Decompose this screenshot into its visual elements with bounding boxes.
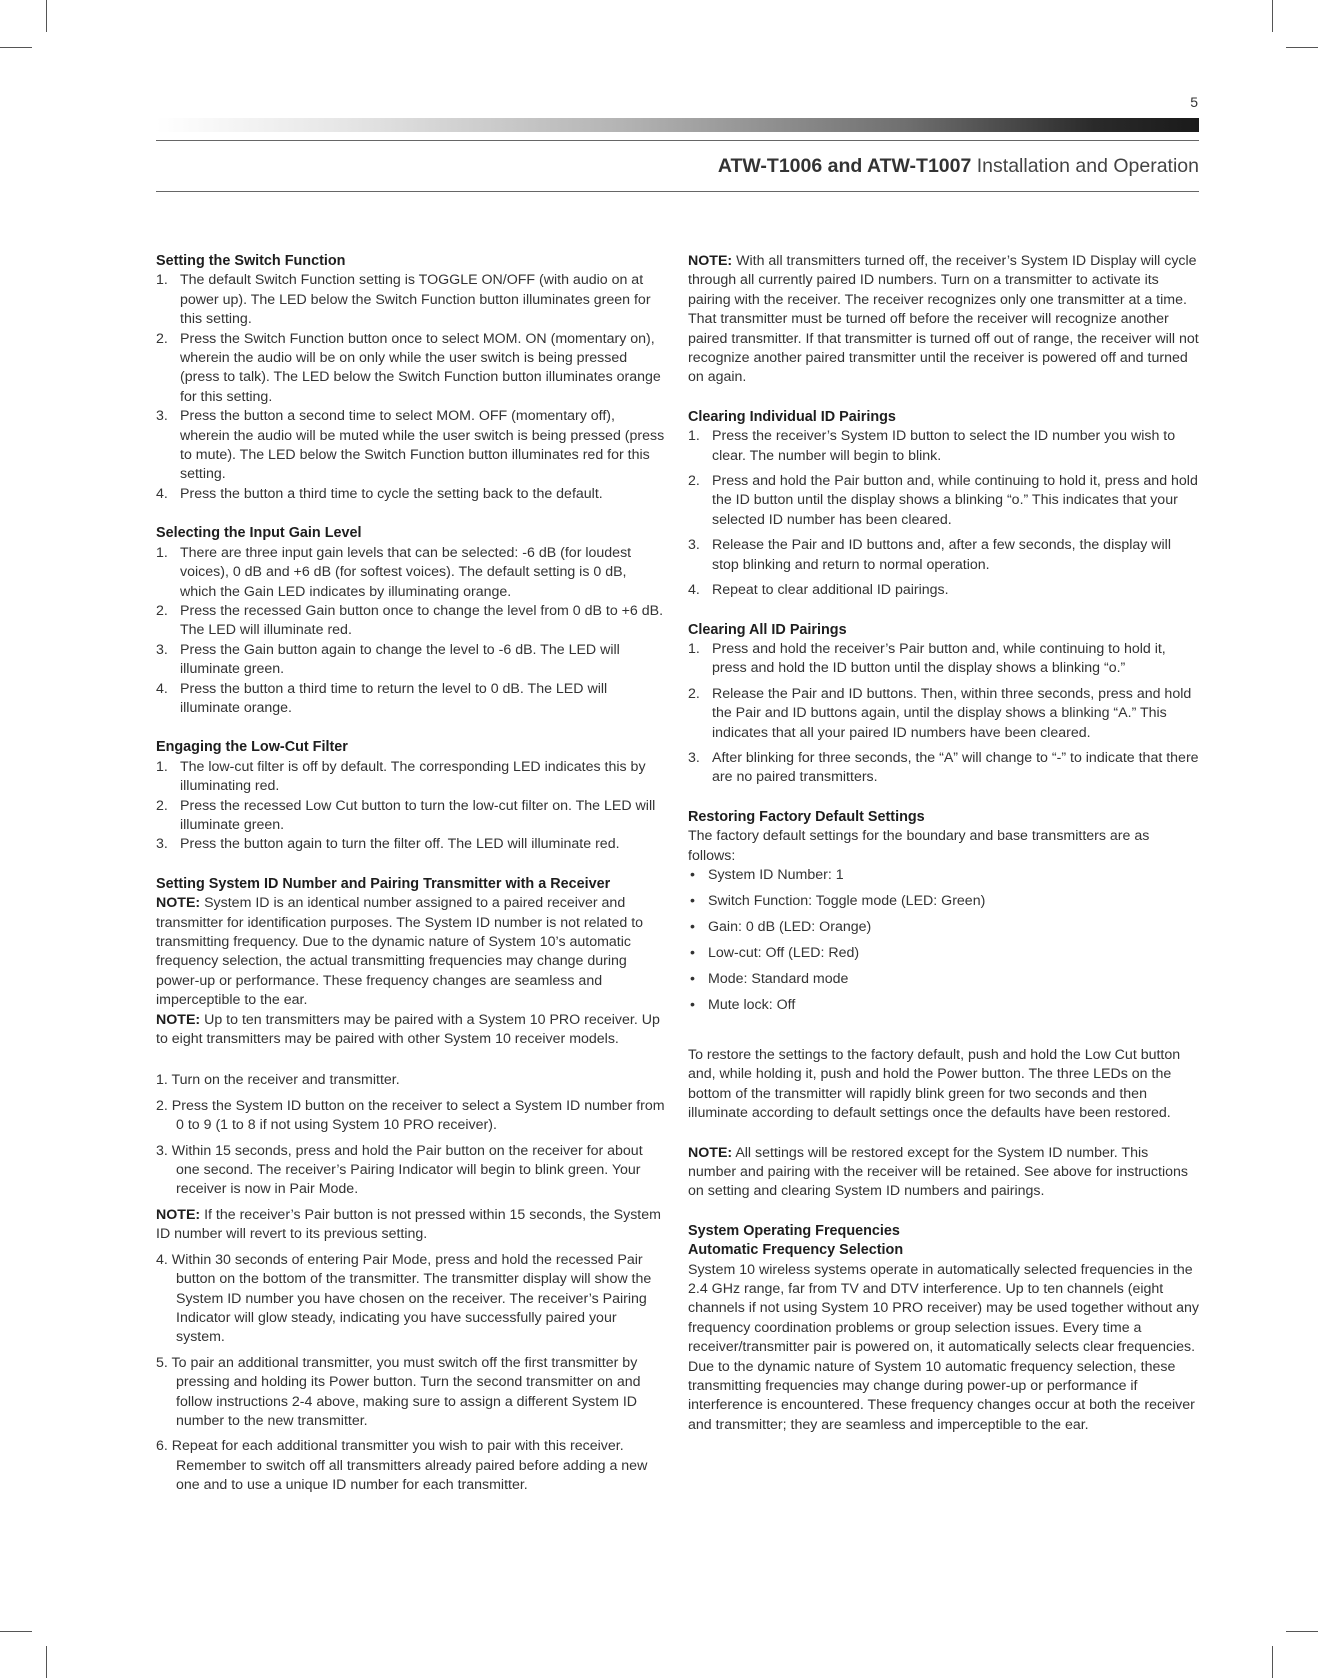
step-number: 4. xyxy=(156,680,168,697)
bullet: • xyxy=(690,892,695,909)
list-item xyxy=(688,749,1200,788)
left-column xyxy=(156,252,666,1502)
input-gain-steps xyxy=(156,544,666,719)
list-item xyxy=(156,797,666,836)
step-number: 2. xyxy=(156,602,168,619)
list-item xyxy=(688,970,1200,989)
note-paragraph xyxy=(688,1144,1200,1202)
step-number: 1. xyxy=(156,544,168,561)
note-paragraph xyxy=(688,252,1200,388)
bullet-text: Switch Function: Toggle mode (LED: Green) xyxy=(708,892,986,909)
step-text: Press the button a second time to select MOM. OFF (momentary off), wherein the audio will be muted while the user switch is being pressed (press to mute). The LED below the Switch Function button illuminates red for this setting. xyxy=(180,408,665,483)
step-text: After blinking for three seconds, the “A” will change to “-” to indicate that there are no paired transmitters. xyxy=(712,749,1199,786)
note-text: System ID is an identical number assigned to a paired receiver and transmitter for identification purposes. The System ID number is not related to transmitting frequency. Due to the dynamic nature of System 10’s automatic frequency selection, the actual transmitting frequencies may change during power-up or performance. These frequency changes are seamless and imperceptible to the ear. xyxy=(156,895,644,1009)
section-switch-function xyxy=(156,252,666,504)
note-text: Up to ten transmitters may be paired with a System 10 PRO receiver. Up to eight transmitters may be paired with other System 10 receiver models. xyxy=(156,1011,660,1048)
list-item xyxy=(688,996,1200,1015)
list-item xyxy=(156,1142,666,1200)
list-item xyxy=(688,427,1200,466)
list-item xyxy=(688,892,1200,911)
section-clear-all xyxy=(688,621,1200,788)
step-text: Press the System ID button on the receiver to select a System ID number from 0 to 9 (1 to 8 if not using System 10 PRO receiver). xyxy=(171,1097,665,1134)
note-label: NOTE: xyxy=(156,1206,201,1223)
step-number: 5. xyxy=(156,1354,168,1371)
note-paragraph xyxy=(156,894,666,1010)
step-number: 6. xyxy=(156,1438,168,1455)
step-text: There are three input gain levels that can be selected: -6 dB (for loudest voices), 0 dB and +6 dB (for softest voices). The default setting is 0 dB, which the Gain LED indicates by illuminating orange. xyxy=(180,544,632,600)
step-number: 3. xyxy=(156,641,168,658)
heading-frequencies: System Operating Frequencies xyxy=(688,1222,900,1239)
step-text: Press the button a third time to return the level to 0 dB. The LED will illuminate orange. xyxy=(180,680,608,716)
step-number: 4. xyxy=(156,1251,168,1268)
crop-mark xyxy=(1286,47,1318,48)
step-number: 2. xyxy=(156,330,168,347)
header-rule-bottom xyxy=(156,191,1199,192)
bullet: • xyxy=(690,996,695,1013)
step-number: 1. xyxy=(688,640,700,657)
switch-function-steps xyxy=(156,271,666,504)
crop-mark xyxy=(1272,0,1273,32)
heading-switch-function: Setting the Switch Function xyxy=(156,253,346,269)
heading-factory-defaults: Restoring Factory Default Settings xyxy=(688,808,925,825)
step-text: Press the receiver’s System ID button to select the ID number you wish to clear. The number will begin to blink. xyxy=(712,428,1176,464)
list-item xyxy=(156,758,666,797)
step-number: 1. xyxy=(688,428,700,445)
section-input-gain xyxy=(156,524,666,718)
list-item xyxy=(156,544,666,602)
step-number: 2. xyxy=(688,685,700,702)
defaults-list xyxy=(688,866,1200,1015)
heading-input-gain: Selecting the Input Gain Level xyxy=(156,525,362,542)
bullet-text: Gain: 0 dB (LED: Orange) xyxy=(708,918,872,935)
crop-mark xyxy=(46,0,47,32)
list-item xyxy=(156,1354,666,1432)
step-text: Press the Switch Function button once to select MOM. ON (momentary on), wherein the audio will be on only while the user switch is being pressed (press to talk). The LED below the Switch Function button illuminates orange for this setting. xyxy=(180,330,661,405)
pairing-steps xyxy=(156,1071,666,1199)
frequencies-body: System 10 wireless systems operate in automatically selected frequencies in the 2.4 GHz range, far from TV and DTV interference. Up to ten channels (eight channels if not using System 10 PRO receiver) may be used together without any frequency coordination problems or group selection issues. Every time a receiver/transmitter pair is powered on, it automatically selects clear frequencies. Due to the dynamic nature of System 10 automatic frequency selection, these transmitting frequencies may change during power-up or performance if interference is encountered. These frequency changes occur at both the receiver and transmitter; they are seamless and imperceptible to the ear. xyxy=(688,1261,1200,1433)
step-text: To pair an additional transmitter, you must switch off the first transmitter by pressing and holding its Power button. Turn the second transmitter on and follow instructions 2-4 above, making sure to assign a different System ID number to the new transmitter. xyxy=(171,1354,641,1429)
crop-mark xyxy=(0,47,32,48)
step-text: Press and hold the receiver’s Pair button and, while continuing to hold it, press and hold the ID button until the display shows a blinking “o.” xyxy=(712,640,1166,677)
list-item xyxy=(688,472,1200,530)
step-text: Press and hold the Pair button and, while continuing to hold it, press and hold the ID button until the display shows a blinking “o.” This indicates that your selected ID number has been cleared. xyxy=(712,473,1198,528)
step-text: Within 15 seconds, press and hold the Pair button on the receiver for about one second. The receiver’s Pairing Indicator will begin to blink green. Your receiver is now in Pair Mode. xyxy=(171,1142,643,1198)
bullet: • xyxy=(690,970,695,987)
list-item xyxy=(156,602,666,641)
step-number: 3. xyxy=(688,537,700,554)
crop-mark xyxy=(0,1631,32,1632)
step-text: The default Switch Function setting is TOGGLE ON/OFF (with audio on at power up). The LED below the Switch Function button illuminates green for this setting. xyxy=(180,272,651,328)
bullet-text: Mode: Standard mode xyxy=(708,970,849,987)
note-paragraph xyxy=(156,1011,666,1050)
clear-individual-steps xyxy=(688,427,1200,600)
bullet-text: Low-cut: Off (LED: Red) xyxy=(708,944,860,961)
defaults-intro: The factory default settings for the boundary and base transmitters are as follows: xyxy=(688,828,1150,864)
section-factory-defaults xyxy=(688,808,1200,1202)
heading-low-cut: Engaging the Low-Cut Filter xyxy=(156,739,348,756)
list-item xyxy=(156,680,666,719)
list-item xyxy=(156,641,666,680)
heading-clear-all: Clearing All ID Pairings xyxy=(688,621,847,638)
step-number: 1. xyxy=(156,758,168,775)
list-item xyxy=(156,407,666,485)
note-label: NOTE: xyxy=(688,1144,733,1161)
note-paragraph xyxy=(156,1206,666,1245)
step-number: 3. xyxy=(688,749,700,766)
step-number: 3. xyxy=(156,1142,168,1159)
page-number: 5 xyxy=(1190,94,1198,110)
step-text: Release the Pair and ID buttons. Then, within three seconds, press and hold the Pair and ID buttons again, until the display shows a blinking “A.” This indicates that all your paired ID numbers have been cleared. xyxy=(712,685,1192,741)
clear-all-steps xyxy=(688,640,1200,788)
step-text: Repeat for each additional transmitter you wish to pair with this receiver. Remember to switch off all transmitters already paired before adding a new one and to use a unique ID number for each transmitter. xyxy=(171,1438,648,1494)
step-text: Press the button a third time to cycle the setting back to the default. xyxy=(180,485,603,502)
header-gradient-bar xyxy=(156,118,1199,132)
note-text: If the receiver’s Pair button is not pressed within 15 seconds, the System ID number will revert to its previous setting. xyxy=(156,1206,661,1243)
step-number: 2. xyxy=(688,473,700,490)
step-text: Turn on the receiver and transmitter. xyxy=(171,1072,400,1089)
restore-instructions: To restore the settings to the factory default, push and hold the Low Cut button and, while holding it, push and hold the Power button. The three LEDs on the bottom of the transmitter will rapidly blink green for two seconds and then illuminate according to default settings once the defaults have been restored. xyxy=(688,1046,1181,1122)
step-text: Press the Gain button again to change the level to -6 dB. The LED will illuminate green. xyxy=(180,641,620,678)
list-item xyxy=(688,918,1200,937)
list-item xyxy=(156,1437,666,1495)
heading-clear-individual: Clearing Individual ID Pairings xyxy=(688,408,896,425)
subheading-auto-frequency: Automatic Frequency Selection xyxy=(688,1242,904,1259)
note-label: NOTE: xyxy=(156,1011,201,1028)
step-text: Press the recessed Gain button once to change the level from 0 dB to +6 dB. The LED will illuminate red. xyxy=(180,602,664,639)
step-text: Repeat to clear additional ID pairings. xyxy=(712,582,949,599)
low-cut-steps xyxy=(156,758,666,855)
note-label: NOTE: xyxy=(688,253,733,269)
note-label: NOTE: xyxy=(156,895,201,912)
step-text: Press the button again to turn the filter off. The LED will illuminate red. xyxy=(180,836,620,853)
pairing-steps-continued xyxy=(156,1251,666,1496)
step-text: Release the Pair and ID buttons and, after a few seconds, the display will stop blinking and return to normal operation. xyxy=(712,537,1171,573)
header-model: ATW-T1006 and ATW-T1007 xyxy=(717,155,972,177)
list-item xyxy=(688,866,1200,885)
bullet: • xyxy=(690,866,695,883)
list-item xyxy=(156,1097,666,1136)
section-low-cut xyxy=(156,738,666,854)
list-item xyxy=(156,1251,666,1348)
step-number: 1. xyxy=(156,1072,168,1089)
step-number: 2. xyxy=(156,797,168,814)
header-subtitle: Installation and Operation xyxy=(976,155,1199,177)
bullet: • xyxy=(690,918,695,935)
bullet: • xyxy=(690,944,695,961)
step-number: 4. xyxy=(156,485,168,502)
step-number: 1. xyxy=(156,272,168,289)
crop-mark xyxy=(1286,1631,1318,1632)
heading-pairing: Setting System ID Number and Pairing Transmitter with a Receiver xyxy=(156,875,611,892)
list-item xyxy=(156,330,666,408)
list-item xyxy=(688,685,1200,743)
header-rule-top xyxy=(156,140,1199,141)
step-number: 4. xyxy=(688,582,700,599)
step-number: 3. xyxy=(156,836,168,853)
list-item xyxy=(156,485,666,504)
step-text: Press the recessed Low Cut button to turn the low-cut filter on. The LED will illuminate green. xyxy=(180,797,656,833)
list-item xyxy=(688,581,1200,600)
section-pairing xyxy=(156,875,666,1496)
bullet-text: System ID Number: 1 xyxy=(708,866,844,883)
header-title xyxy=(156,155,1199,178)
list-item xyxy=(688,640,1200,679)
note-text: With all transmitters turned off, the receiver’s System ID Display will cycle through all currently paired ID numbers. Turn on a transmitter to activate its pairing with the receiver. The receiver recognizes only one transmitter at a time. That transmitter must be turned off before the receiver will recognize another paired transmitter. If that transmitter is turned off out of range, the receiver will not recognize another paired transmitter until the receiver is powered off and turned on again. xyxy=(688,253,1199,386)
section-clear-individual xyxy=(688,408,1200,601)
list-item xyxy=(688,944,1200,963)
step-number: 2. xyxy=(156,1097,168,1114)
note-text: All settings will be restored except for the System ID number. This number and pairing with the receiver will be retained. See above for instructions on setting and clearing System ID numbers and pairings. xyxy=(688,1144,1188,1200)
bullet-text: Mute lock: Off xyxy=(708,996,796,1013)
right-column xyxy=(688,252,1200,1435)
list-item xyxy=(156,1071,666,1090)
list-item xyxy=(688,536,1200,575)
crop-mark xyxy=(46,1646,47,1678)
section-frequencies xyxy=(688,1222,1200,1435)
step-number: 3. xyxy=(156,408,168,425)
list-item xyxy=(156,271,666,329)
crop-mark xyxy=(1272,1646,1273,1678)
list-item xyxy=(156,835,666,854)
step-text: The low-cut filter is off by default. The corresponding LED indicates this by illuminating red. xyxy=(180,758,646,795)
step-text: Within 30 seconds of entering Pair Mode, press and hold the recessed Pair button on the bottom of the transmitter. The transmitter display will show the System ID number you have chosen on the receiver. The receiver’s Pairing Indicator will glow steady, indicating you have successfully paired your system. xyxy=(171,1251,652,1346)
